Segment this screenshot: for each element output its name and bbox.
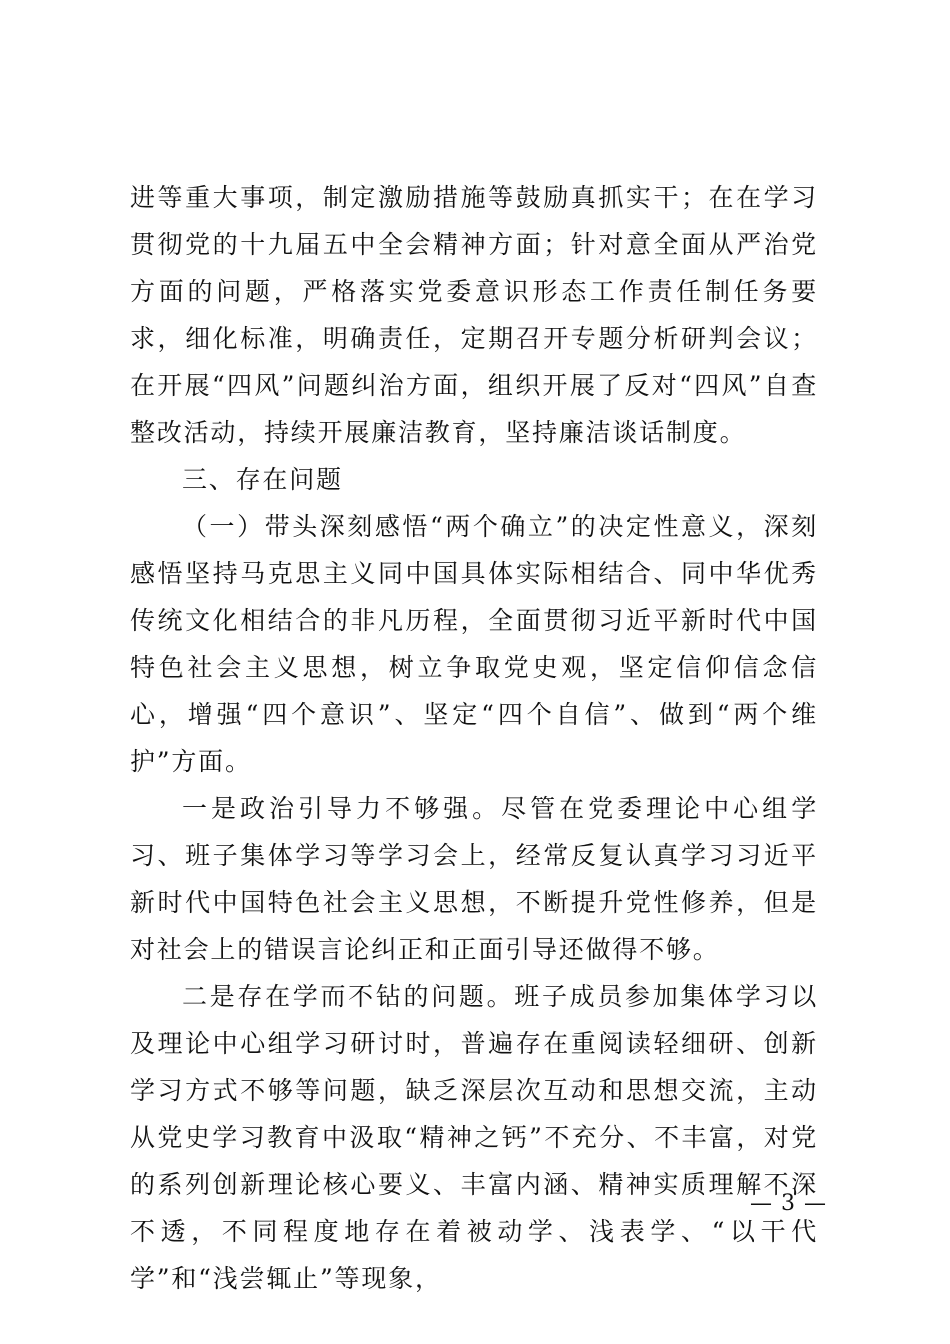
page-number: — 3 —	[750, 1191, 827, 1216]
point-two-paragraph: 二是存在学而不钻的问题。班子成员参加集体学习以及理论中心组学习研讨时，普遍存在重阅读轻细研、创新学习方式不够等问题，缺乏深层次互动和思想交流，主动从党史学习教育中汲取“精神之钙”不充分、不丰富，对党的系列创新理论核心要义、丰富内涵、精神实质理解不深不透，不同程度地存在着被动学、浅表学、“以干代学”和“浅尝辄止”等现象，	[130, 982, 818, 1293]
sub-heading-paragraph: （一）带头深刻感悟“两个确立”的决定性意义，深刻感悟坚持马克思主义同中国具体实际相结合、同中华优秀传统文化相结合的非凡历程，全面贯彻习近平新时代中国特色社会主义思想，树立争取党史观，坚定信仰信念信心，增强“四个意识”、坚定“四个自信”、做到“两个维护”方面。	[130, 512, 818, 776]
document-body	[130, 174, 818, 1302]
point-one-paragraph: 一是政治引导力不够强。尽管在党委理论中心组学习、班子集体学习等学习会上，经常反复认真学习习近平新时代中国特色社会主义思想，不断提升党性修养，但是对社会上的错误言论纠正和正面引导还做得不够。	[130, 794, 818, 964]
section-heading: 三、存在问题	[182, 465, 343, 494]
continuation-paragraph: 进等重大事项，制定激励措施等鼓励真抓实干；在在学习贯彻党的十九届五中全会精神方面；针对意全面从严治党方面的问题，严格落实党委意识形态工作责任制任务要求，细化标准，明确责任，定期召开专题分析研判会议；在开展“四风”问题纠治方面，组织开展了反对“四风”自查整改活动，持续开展廉洁教育，坚持廉洁谈话制度。	[130, 183, 818, 447]
